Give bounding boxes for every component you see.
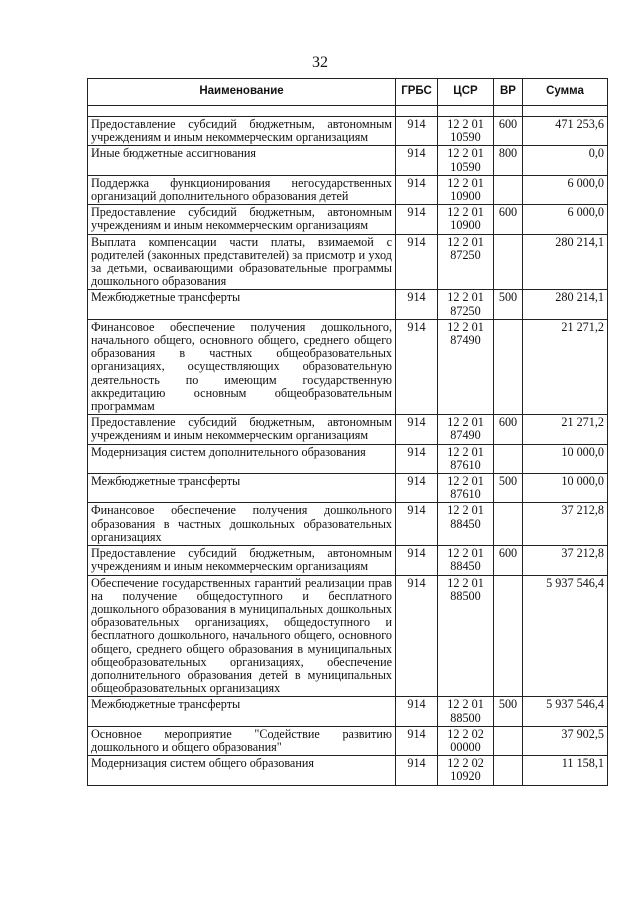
row-vr: 500 — [494, 697, 523, 726]
row-csr-program: 12 2 01 — [447, 175, 484, 190]
row-grbs: 914 — [396, 234, 438, 290]
spacer-cell — [88, 106, 396, 117]
row-grbs: 914 — [396, 697, 438, 726]
row-csr — [438, 117, 494, 146]
row-csr-direction: 87250 — [450, 303, 481, 318]
table-header-row — [88, 79, 608, 106]
row-grbs: 914 — [396, 290, 438, 319]
row-sum: 5 937 546,4 — [523, 575, 608, 697]
column-header-csr: ЦСР — [438, 79, 494, 106]
row-grbs: 914 — [396, 474, 438, 503]
row-csr — [438, 415, 494, 444]
row-vr: 600 — [494, 205, 523, 234]
row-name: Выплата компенсации части платы, взимаемой с родителей (законных представителей) за присмотр и уход за детьми, осваивающими образовательные программы дошкольного образования — [88, 234, 396, 290]
row-csr — [438, 205, 494, 234]
row-vr — [494, 726, 523, 755]
row-sum: 6 000,0 — [523, 175, 608, 204]
row-csr — [438, 726, 494, 755]
row-name: Межбюджетные трансферты — [88, 697, 396, 726]
row-csr — [438, 756, 494, 785]
row-csr-program: 12 2 01 — [447, 474, 484, 489]
row-sum: 6 000,0 — [523, 205, 608, 234]
row-grbs: 914 — [396, 117, 438, 146]
row-csr-direction: 87610 — [450, 457, 481, 472]
row-csr-program: 12 2 01 — [447, 503, 484, 518]
row-vr: 600 — [494, 117, 523, 146]
row-sum: 37 212,8 — [523, 503, 608, 546]
row-sum: 280 214,1 — [523, 290, 608, 319]
row-csr — [438, 290, 494, 319]
row-sum: 21 271,2 — [523, 319, 608, 414]
row-csr-direction: 00000 — [450, 739, 481, 754]
row-csr — [438, 546, 494, 575]
row-name: Межбюджетные трансферты — [88, 474, 396, 503]
column-header-vr: ВР — [494, 79, 523, 106]
row-csr-direction: 88500 — [450, 588, 481, 603]
row-vr: 500 — [494, 290, 523, 319]
row-sum: 0,0 — [523, 146, 608, 175]
row-vr — [494, 444, 523, 473]
row-name: Предоставление субсидий бюджетным, автономным учреждениям и иным некоммерческим организациям — [88, 205, 396, 234]
row-csr-direction: 10590 — [450, 130, 481, 145]
row-csr-direction: 88450 — [450, 516, 481, 531]
spacer-cell — [523, 106, 608, 117]
row-vr: 500 — [494, 474, 523, 503]
table-row — [88, 756, 608, 785]
row-sum: 471 253,6 — [523, 117, 608, 146]
row-vr — [494, 756, 523, 785]
row-name: Поддержка функционирования негосударственных организаций дополнительного образования детей — [88, 175, 396, 204]
row-sum: 10 000,0 — [523, 444, 608, 473]
row-csr-direction: 10920 — [450, 769, 481, 784]
table-row — [88, 319, 608, 414]
row-grbs: 914 — [396, 146, 438, 175]
spacer-cell — [396, 106, 438, 117]
row-name: Предоставление субсидий бюджетным, автономным учреждениям и иным некоммерческим организациям — [88, 415, 396, 444]
row-name: Предоставление субсидий бюджетным, автономным учреждениям и иным некоммерческим организациям — [88, 546, 396, 575]
row-csr-program: 12 2 02 — [447, 726, 484, 741]
row-csr-direction: 10900 — [450, 189, 481, 204]
row-name: Межбюджетные трансферты — [88, 290, 396, 319]
row-name: Модернизация систем общего образования — [88, 756, 396, 785]
row-vr — [494, 234, 523, 290]
row-grbs: 914 — [396, 503, 438, 546]
row-grbs: 914 — [396, 726, 438, 755]
column-header-name: Наименование — [88, 79, 396, 106]
row-csr-program: 12 2 01 — [447, 319, 484, 334]
row-vr: 600 — [494, 546, 523, 575]
row-csr-program: 12 2 01 — [447, 205, 484, 220]
row-csr — [438, 474, 494, 503]
spacer-row — [88, 106, 608, 117]
row-grbs: 914 — [396, 575, 438, 697]
table-row — [88, 290, 608, 319]
spacer-cell — [494, 106, 523, 117]
row-grbs: 914 — [396, 546, 438, 575]
row-grbs: 914 — [396, 205, 438, 234]
row-name: Иные бюджетные ассигнования — [88, 146, 396, 175]
table-row — [88, 503, 608, 546]
row-csr-direction: 87610 — [450, 487, 481, 502]
spacer-cell — [438, 106, 494, 117]
row-csr-direction: 87490 — [450, 333, 481, 348]
row-vr: 600 — [494, 415, 523, 444]
row-grbs: 914 — [396, 415, 438, 444]
row-csr-direction: 88450 — [450, 559, 481, 574]
row-grbs: 914 — [396, 444, 438, 473]
column-header-grbs: ГРБС — [396, 79, 438, 106]
row-csr-direction: 87490 — [450, 428, 481, 443]
row-csr-program: 12 2 01 — [447, 415, 484, 430]
table-row — [88, 474, 608, 503]
row-csr-direction: 10590 — [450, 159, 481, 174]
table-row — [88, 175, 608, 204]
row-csr-program: 12 2 01 — [447, 546, 484, 561]
row-grbs: 914 — [396, 756, 438, 785]
row-csr — [438, 175, 494, 204]
row-name: Основное мероприятие "Содействие развитию дошкольного и общего образования" — [88, 726, 396, 755]
row-sum: 10 000,0 — [523, 474, 608, 503]
row-vr — [494, 319, 523, 414]
row-csr-program: 12 2 01 — [447, 234, 484, 249]
table-row — [88, 234, 608, 290]
row-csr — [438, 319, 494, 414]
table-row — [88, 415, 608, 444]
row-csr-direction: 10900 — [450, 218, 481, 233]
row-csr-program: 12 2 02 — [447, 756, 484, 771]
row-csr — [438, 234, 494, 290]
row-csr-program: 12 2 01 — [447, 146, 484, 161]
page-number: 32 — [312, 54, 328, 71]
table-row — [88, 546, 608, 575]
row-vr — [494, 175, 523, 204]
row-sum: 37 212,8 — [523, 546, 608, 575]
row-grbs: 914 — [396, 175, 438, 204]
row-name: Предоставление субсидий бюджетным, автономным учреждениям и иным некоммерческим организациям — [88, 117, 396, 146]
row-name: Финансовое обеспечение получения дошкольного образования в частных дошкольных образовательных организациях — [88, 503, 396, 546]
row-csr-direction: 88500 — [450, 710, 481, 725]
table-row — [88, 444, 608, 473]
table-row — [88, 697, 608, 726]
row-csr-program: 12 2 01 — [447, 117, 484, 131]
table-row — [88, 117, 608, 146]
row-sum: 5 937 546,4 — [523, 697, 608, 726]
row-vr: 800 — [494, 146, 523, 175]
column-header-sum: Сумма — [523, 79, 608, 106]
row-csr — [438, 444, 494, 473]
row-csr-program: 12 2 01 — [447, 444, 484, 459]
row-csr-direction: 87250 — [450, 247, 481, 262]
row-csr — [438, 146, 494, 175]
row-name: Модернизация систем дополнительного образования — [88, 444, 396, 473]
row-vr — [494, 503, 523, 546]
row-vr — [494, 575, 523, 697]
row-csr-program: 12 2 01 — [447, 290, 484, 305]
row-csr — [438, 575, 494, 697]
row-sum: 21 271,2 — [523, 415, 608, 444]
table-row — [88, 726, 608, 755]
row-grbs: 914 — [396, 319, 438, 414]
row-name: Обеспечение государственных гарантий реализации прав на получение общедоступного и бесплатного дошкольного образования в муниципальных дошкольных образовательных организациях, общедоступного и бесплатного дошкольного, начального общего, основного общего, среднего общего образования в муниципальных общеобразовательных организациях, обеспечение дополнительного образования детей в муниципальных общеобразовательных организациях — [88, 575, 396, 697]
budget-table — [87, 78, 608, 786]
table-row — [88, 146, 608, 175]
row-name: Финансовое обеспечение получения дошкольного, начального общего, основного общего, среднего общего образования в частных общеобразовательных организациях, осуществляющих образовательную деятельность по имеющим государственную аккредитацию основным общеобразовательным программам — [88, 319, 396, 414]
table-row — [88, 205, 608, 234]
table-row — [88, 575, 608, 697]
row-csr — [438, 503, 494, 546]
row-sum: 280 214,1 — [523, 234, 608, 290]
row-csr-program: 12 2 01 — [447, 697, 484, 712]
row-csr — [438, 697, 494, 726]
row-sum: 37 902,5 — [523, 726, 608, 755]
row-csr-program: 12 2 01 — [447, 575, 484, 590]
row-sum: 11 158,1 — [523, 756, 608, 785]
